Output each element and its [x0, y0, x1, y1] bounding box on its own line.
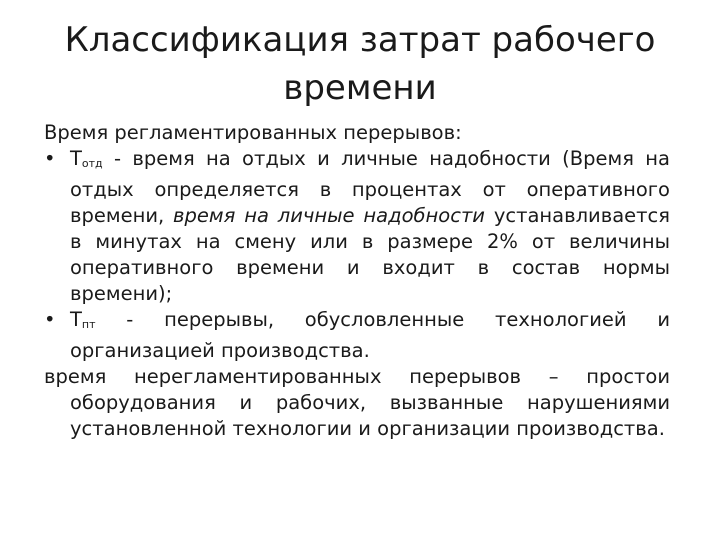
- bullet-text-italic: время на личные надобности: [173, 204, 485, 227]
- bullet-icon: •: [44, 147, 56, 170]
- slide-title: [40, 16, 680, 112]
- slide-body: [44, 120, 670, 442]
- symbol-subscript: отд: [81, 157, 103, 170]
- symbol-subscript: пт: [81, 318, 96, 331]
- bullet-text-b: устанавливается в минутах на смену или в размере 2% от величины оперативного времени и входит в состав нормы времени);: [70, 204, 670, 305]
- bullet-icon: •: [44, 308, 56, 331]
- symbol-t: Т: [70, 308, 82, 331]
- title-line-1: Классификация затрат рабочего: [64, 20, 656, 60]
- outro-paragraph: время нерегламентированных перерывов – простои оборудования и рабочих, вызванные нарушениями установленной технологии и организации производства.: [44, 365, 670, 440]
- intro-paragraph: Время регламентированных перерывов:: [44, 121, 462, 144]
- bullet-text-a: - время на отдых и личные надобности (Время на отдых определяется в процентах от оперативного времени,: [70, 147, 670, 227]
- symbol-t: Т: [70, 147, 82, 170]
- bullet-item-tech-breaks: [44, 307, 670, 364]
- bullet-item-rest-time: [44, 146, 670, 307]
- title-line-2: времени: [283, 68, 437, 108]
- bullet-text: - перерывы, обусловленные технологией и организацией производства.: [70, 308, 670, 362]
